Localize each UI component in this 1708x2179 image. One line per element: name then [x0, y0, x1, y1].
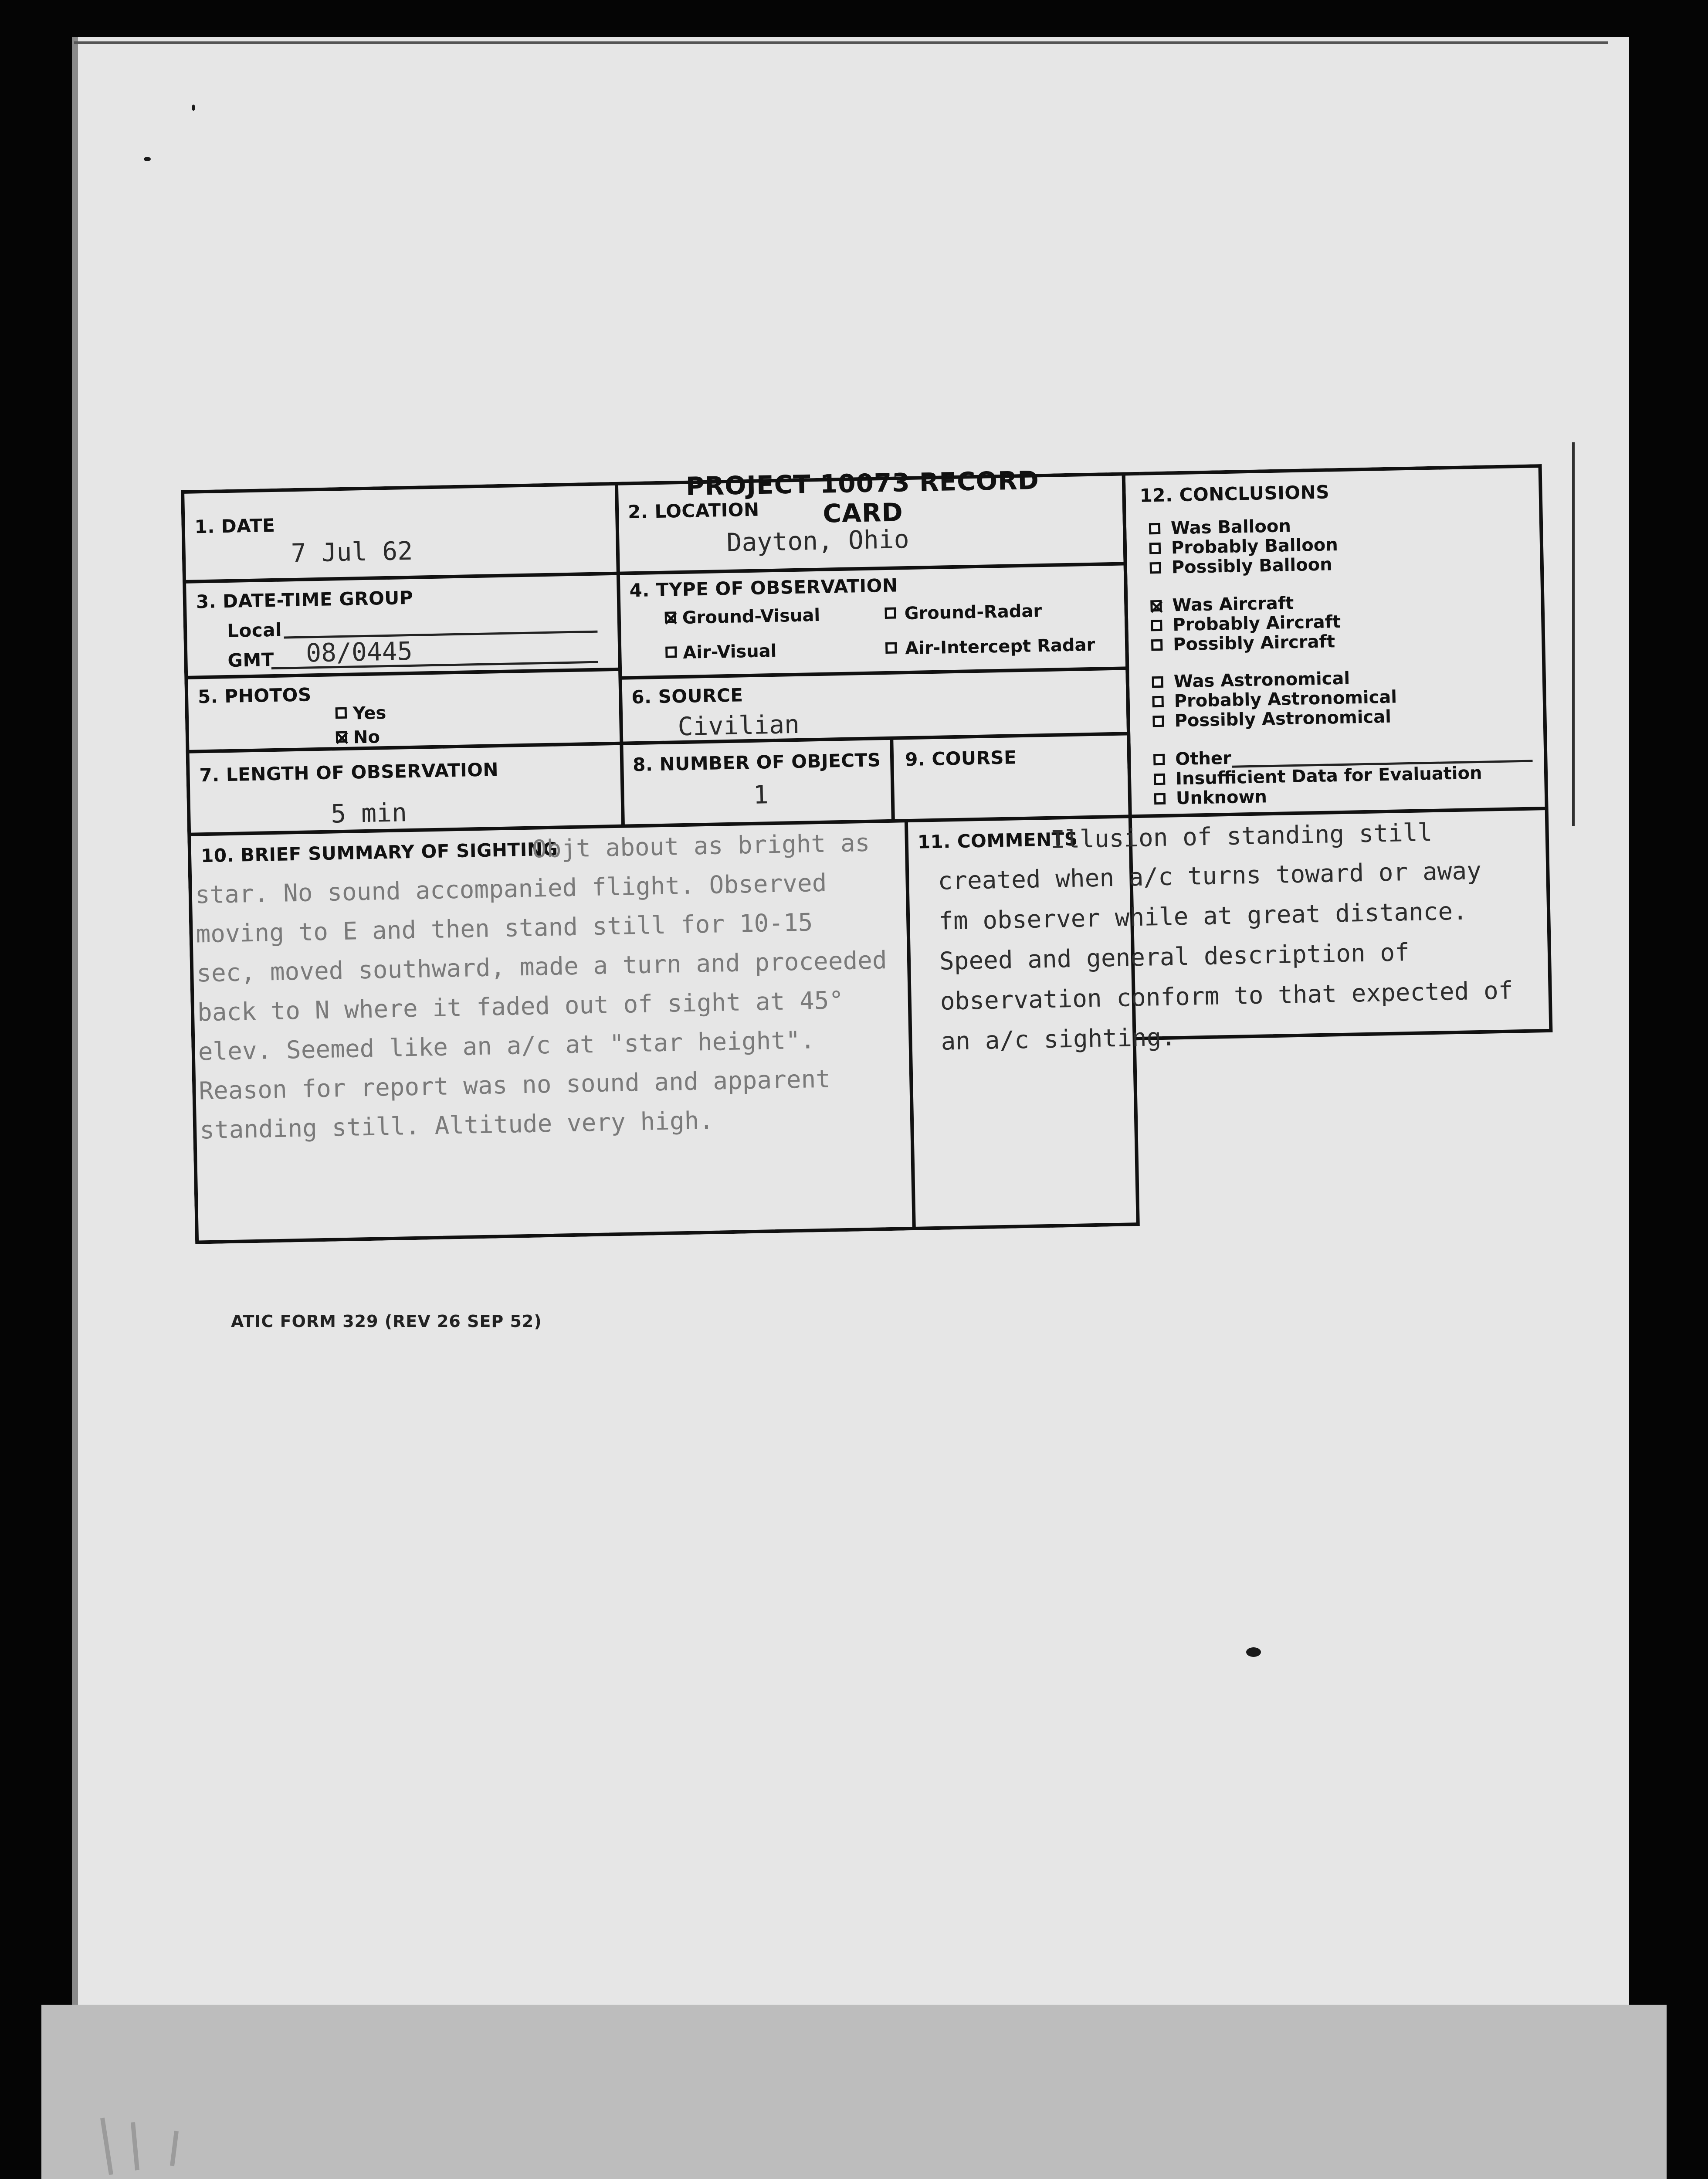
air-visual-label: Air-Visual: [682, 641, 777, 663]
photos-no-label: No: [353, 727, 380, 748]
summary-first-line: Objt about as bright as: [532, 828, 870, 864]
comments-label: 11. COMMENTS: [917, 828, 1078, 853]
possibly-astronomical-checkbox[interactable]: [1152, 716, 1164, 727]
possibly-astronomical-label: Possibly Astronomical: [1174, 706, 1392, 731]
course-label: 9. COURSE: [905, 747, 1017, 770]
was-balloon-label: Was Balloon: [1170, 516, 1291, 539]
ground-visual-checkbox[interactable]: [665, 611, 676, 623]
probably-astronomical-label: Probably Astronomical: [1174, 687, 1397, 712]
was-astronomical-label: Was Astronomical: [1173, 668, 1350, 692]
insufficient-data-checkbox[interactable]: [1154, 774, 1165, 785]
possibly-balloon-checkbox[interactable]: [1150, 562, 1161, 574]
photos-label: 5. PHOTOS: [197, 684, 312, 708]
was-aircraft-checkbox[interactable]: [1150, 600, 1162, 611]
film-speck: [144, 157, 151, 161]
ground-radar-checkbox[interactable]: [884, 608, 896, 619]
possibly-aircraft-label: Possibly Aircraft: [1173, 631, 1335, 655]
photos-yes-checkbox[interactable]: [336, 707, 347, 719]
film-lower-band: [41, 2005, 1667, 2179]
summary-label: 10. BRIEF SUMMARY OF SIGHTING: [200, 838, 558, 867]
comments-line: created when a/c turns toward or away: [937, 856, 1482, 896]
ground-visual-label: Ground-Visual: [682, 605, 820, 628]
summary-line: standing still. Altitude very high.: [199, 1106, 714, 1145]
record-card: [181, 464, 1559, 1244]
probably-astronomical-checkbox[interactable]: [1152, 696, 1163, 707]
other-checkbox[interactable]: [1153, 754, 1165, 765]
air-intercept-radar-checkbox[interactable]: [885, 642, 897, 654]
air-visual-checkbox[interactable]: [665, 646, 677, 658]
photos-yes-label: Yes: [352, 703, 386, 724]
summary-line: elev. Seemed like an a/c at "star height".: [198, 1026, 816, 1066]
unknown-label: Unknown: [1176, 787, 1267, 809]
film-speck: [1246, 1647, 1261, 1657]
number-value: 1: [753, 780, 769, 810]
photos-no-checkbox[interactable]: [336, 731, 347, 743]
probably-aircraft-label: Probably Aircraft: [1172, 611, 1341, 635]
summary-line: sec, moved southward, made a turn and proceeded: [196, 946, 888, 988]
summary-line: Reason for report was no sound and apparent: [198, 1065, 831, 1106]
card-title: PROJECT 10073 RECORD CARD: [685, 465, 1040, 529]
summary-lines: [195, 862, 890, 1150]
source-value: Civilian: [677, 709, 800, 742]
insufficient-data-label: Insufficient Data for Evaluation: [1175, 763, 1482, 789]
page-top-border: [74, 41, 1608, 44]
probably-aircraft-checkbox[interactable]: [1151, 620, 1162, 631]
gmt-value: 08/0445: [305, 636, 413, 668]
number-label: 8. NUMBER OF OBJECTS: [632, 749, 881, 776]
unknown-checkbox[interactable]: [1154, 793, 1166, 804]
length-value: 5 min: [330, 798, 407, 829]
possibly-aircraft-checkbox[interactable]: [1151, 639, 1162, 651]
dtg-gmt-label: GMT: [227, 648, 274, 672]
was-astronomical-checkbox[interactable]: [1152, 676, 1163, 688]
comments-first-line: Illusion of standing still: [1050, 818, 1433, 854]
was-balloon-checkbox[interactable]: [1149, 523, 1160, 534]
length-label: 7. LENGTH OF OBSERVATION: [199, 759, 499, 786]
date-value: 7 Jul 62: [291, 536, 413, 568]
source-label: 6. SOURCE: [631, 684, 743, 708]
type-label: 4. TYPE OF OBSERVATION: [629, 574, 898, 601]
page-edge-line: [1572, 442, 1575, 826]
comments-lines: [938, 851, 1514, 1062]
comments-line: fm observer while at great distance.: [938, 897, 1468, 936]
air-intercept-radar-label: Air-Intercept Radar: [905, 635, 1095, 659]
ground-radar-label: Ground-Radar: [904, 601, 1042, 624]
summary-line: back to N where it faded out of sight at 45°: [197, 986, 844, 1027]
probably-balloon-label: Probably Balloon: [1171, 535, 1339, 558]
form-number: ATIC FORM 329 (REV 26 SEP 52): [231, 1312, 542, 1331]
was-aircraft-label: Was Aircraft: [1172, 593, 1294, 616]
conclusions-label: 12. CONCLUSIONS: [1139, 481, 1330, 506]
other-label: Other: [1175, 748, 1232, 770]
dtg-local-label: Local: [227, 619, 282, 642]
summary-line: star. No sound accompanied flight. Observed: [195, 869, 827, 910]
comments-line: observation conform to that expected of: [940, 976, 1514, 1016]
date-label: 1. DATE: [194, 514, 275, 538]
film-artifact-marks: [85, 2105, 242, 2179]
dtg-label: 3. DATE-TIME GROUP: [196, 587, 413, 613]
film-speck: [192, 105, 195, 111]
comments-line: Speed and general description of: [939, 938, 1410, 976]
summary-line: moving to E and then stand still for 10-15: [195, 908, 813, 949]
location-value: Dayton, Ohio: [726, 524, 910, 557]
possibly-balloon-label: Possibly Balloon: [1171, 554, 1333, 578]
location-label: 2. LOCATION: [627, 499, 760, 523]
comments-line: an a/c sighting.: [940, 1023, 1176, 1056]
probably-balloon-checkbox[interactable]: [1149, 543, 1161, 554]
